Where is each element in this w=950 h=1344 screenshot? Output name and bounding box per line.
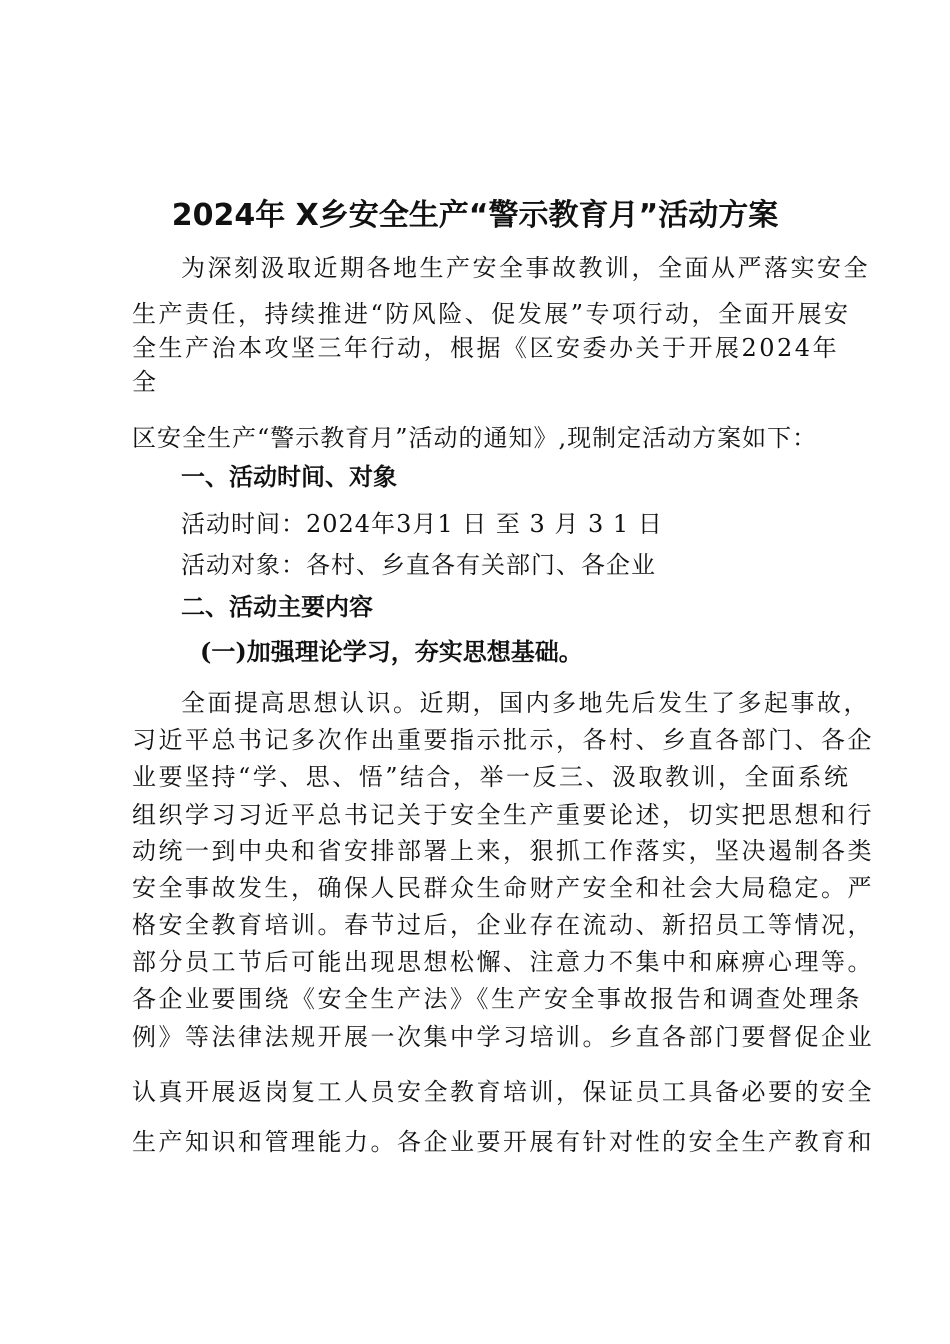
intro-line-3: 全生产治本攻坚三年行动，根据《区安委办关于开展2024年 [132,334,840,362]
activity-time: 活动时间：2024年3月1 日 至 3 月 3 1 日 [181,510,663,538]
section2-subheading: (一)加强理论学习，夯实思想基础。 [200,637,583,666]
paragraph-line-8: 部分员工节后可能出现思想松懈、注意力不集中和麻痹心理等。 [132,948,874,976]
paragraph-line-10: 例》等法律法规开展一次集中学习培训。乡直各部门要督促企业 [132,1023,874,1051]
activity-target: 活动对象：各村、乡直各有关部门、各企业 [181,551,656,579]
paragraph-line-3: 业要坚持“学、思、悟”结合，举一反三、汲取教训，全面系统 [132,763,851,791]
intro-line-4: 全 [132,368,159,396]
paragraph-line-12: 生产知识和管理能力。各企业要开展有针对性的安全生产教育和 [132,1128,874,1156]
paragraph-line-5: 动统一到中央和省安排部署上来，狠抓工作落实，坚决遏制各类 [132,837,874,865]
paragraph-line-7: 格安全教育培训。春节过后，企业存在流动、新招员工等情况， [132,911,874,939]
intro-line-5: 区安全生产“警示教育月”活动的通知》,现制定活动方案如下： [132,424,818,452]
document-title: 2024年 X乡安全生产“警示教育月”活动方案 [171,198,779,233]
paragraph-line-9: 各企业要围绕《安全生产法》《生产安全事故报告和调查处理条 [132,985,862,1013]
paragraph-line-11: 认真开展返岗复工人员安全教育培训，保证员工具备必要的安全 [132,1078,874,1106]
intro-line-1: 为深刻汲取近期各地生产安全事故教训，全面从严落实安全 [181,254,870,282]
intro-line-2: 生产责任，持续推进“防风险、促发展”专项行动，全面开展安 [132,300,851,328]
section1-heading: 一、活动时间、对象 [181,463,397,491]
paragraph-line-6: 安全事故发生，确保人民群众生命财产安全和社会大局稳定。严 [132,874,874,902]
paragraph-line-1: 全面提高思想认识。近期，国内多地先后发生了多起事故， [181,689,870,717]
paragraph-line-2: 习近平总书记多次作出重要指示批示，各村、乡直各部门、各企 [132,726,874,754]
paragraph-line-4: 组织学习习近平总书记关于安全生产重要论述，切实把思想和行 [132,801,874,829]
section2-heading: 二、活动主要内容 [181,593,373,621]
